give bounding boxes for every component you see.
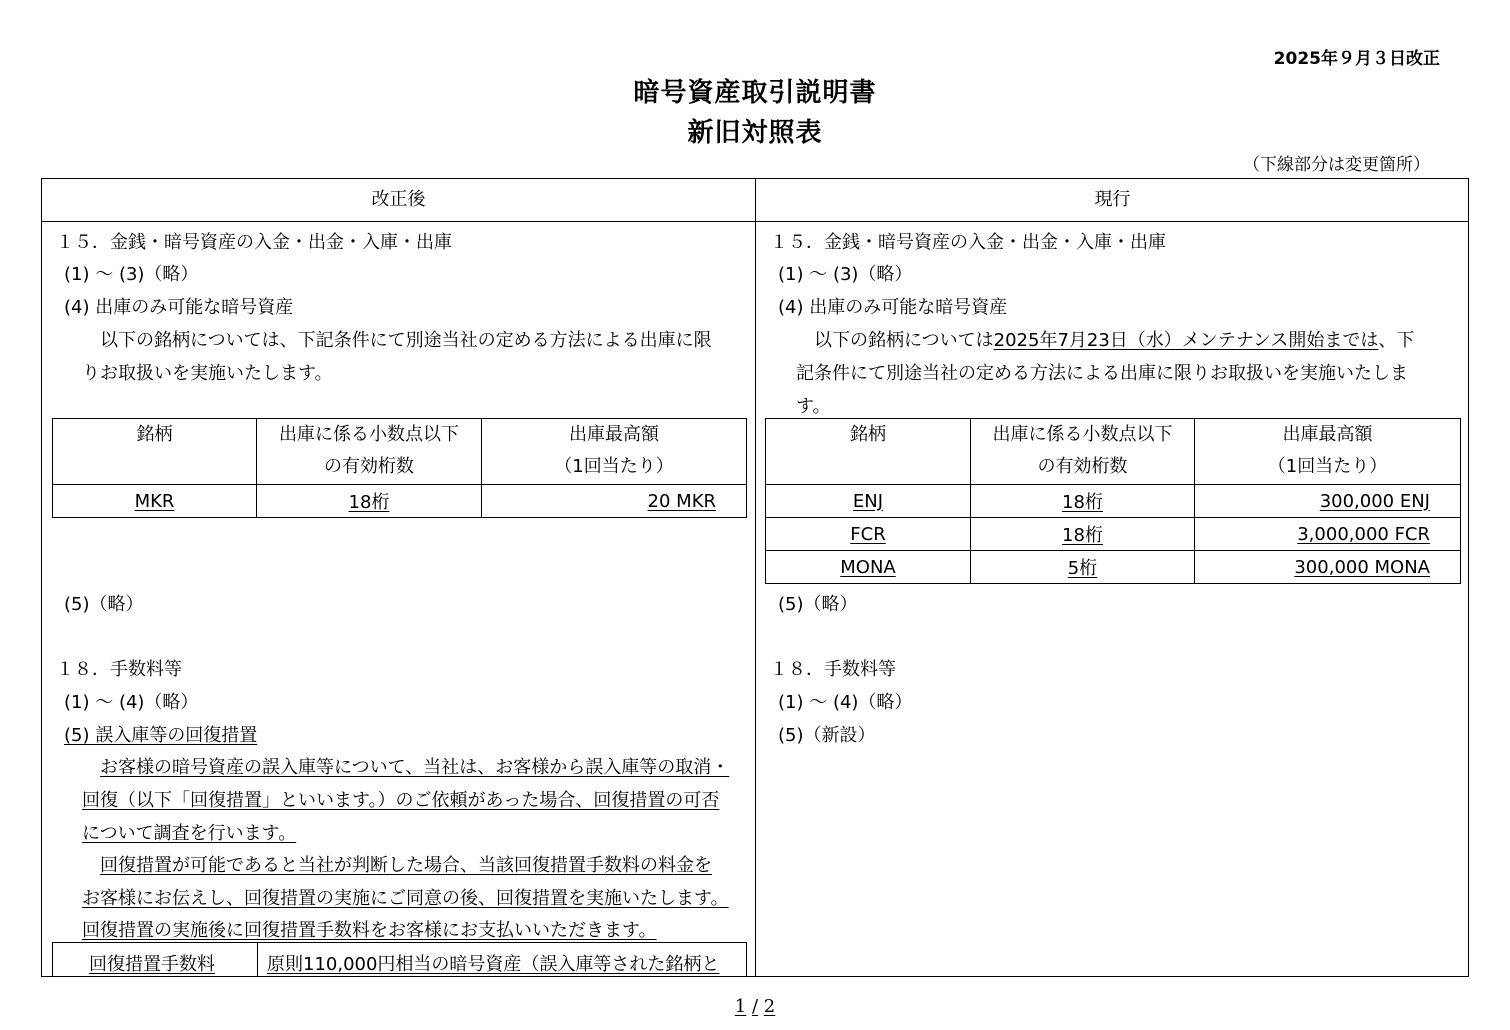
recovery-line: お客様にお伝えし、回復措置の実施にご同意の後、回復措置を実施いたします。 [82, 888, 729, 909]
header-max: 出庫最高額 （1回当たり） [1195, 419, 1461, 485]
revision-date: 2025年９月３日改正 [1273, 49, 1440, 69]
page-current: 1 [734, 996, 747, 1017]
recovery-line: 回復（以下「回復措置」といいます。）のご依頼があった場合、回復措置の可否 [82, 790, 720, 811]
page-total: 2 [763, 996, 776, 1017]
fee-table [52, 942, 747, 977]
current-column [756, 222, 1469, 977]
withdrawal-table [765, 418, 1461, 584]
cell-max: 300,000 ENJ [1195, 485, 1461, 518]
page-number [0, 996, 1510, 1017]
table-row [766, 485, 1461, 518]
underline-note: （下線部分は変更箇所） [1243, 155, 1430, 175]
item-5-recovery: (5) 誤入庫等の回復措置 [64, 725, 258, 746]
item-1-3: (1) ～ (3)（略） [64, 264, 199, 285]
fee-value: 原則110,000円相当の暗号資産（誤入庫等された銘柄と [267, 954, 720, 975]
cell-digits: 18桁 [971, 485, 1195, 518]
cell-symbol: FCR [766, 518, 971, 551]
header-digits: 出庫に係る小数点以下 の有効桁数 [971, 419, 1195, 485]
header-digits: 出庫に係る小数点以下 の有効桁数 [257, 419, 482, 485]
header-symbol: 銘柄 [766, 419, 971, 485]
cell-symbol: MKR [53, 485, 257, 518]
section-15-heading: １５．金銭・暗号資産の入金・出金・入庫・出庫 [770, 232, 1166, 253]
paragraph-line: 以下の銘柄については2025年7月23日（水）メンテナンス開始までは、下 [814, 330, 1415, 351]
recovery-line: 回復措置が可能であると当社が判断した場合、当該回復措置手数料の料金を [100, 855, 712, 876]
cell-max: 20 MKR [482, 485, 747, 518]
paragraph-line: 記条件にて別途当社の定める方法による出庫に限りお取扱いを実施いたしま [796, 363, 1408, 384]
paragraph-line: りお取扱いを実施いたします。 [82, 363, 333, 384]
column-heading-revised: 改正後 [371, 189, 426, 210]
cell-digits: 5桁 [971, 551, 1195, 584]
header-max: 出庫最高額 （1回当たり） [482, 419, 747, 485]
document-subtitle: 新旧対照表 [687, 118, 823, 148]
withdrawal-table [52, 418, 747, 518]
revised-column [42, 222, 755, 977]
comparison-table [41, 178, 1469, 977]
fee-divider [257, 943, 258, 977]
item-5: (5)（略） [778, 594, 858, 615]
item-1-3: (1) ～ (3)（略） [778, 264, 913, 285]
section-18-heading: １８．手数料等 [56, 659, 182, 680]
table-row [766, 551, 1461, 584]
section-18-heading: １８．手数料等 [770, 659, 896, 680]
recovery-line: について調査を行います。 [82, 823, 297, 844]
paragraph-line: す。 [796, 396, 831, 417]
cell-max: 3,000,000 FCR [1195, 518, 1461, 551]
paragraph-line: 以下の銘柄については、下記条件にて別途当社の定める方法による出庫に限 [100, 330, 712, 351]
header-symbol: 銘柄 [53, 419, 257, 485]
item-5: (5)（略） [64, 594, 144, 615]
column-heading-current: 現行 [1094, 189, 1131, 210]
item-5-new: (5)（新設） [778, 725, 876, 746]
page-separator: / [751, 996, 759, 1017]
recovery-line: 回復措置の実施後に回復措置手数料をお客様にお支払いいただきます。 [82, 920, 657, 941]
item-4: (4) 出庫のみ可能な暗号資産 [778, 297, 1008, 318]
cell-max: 300,000 MONA [1195, 551, 1461, 584]
item-1-4: (1) ～ (4)（略） [778, 692, 913, 713]
cell-digits: 18桁 [971, 518, 1195, 551]
cell-digits: 18桁 [257, 485, 482, 518]
fee-label: 回復措置手数料 [89, 954, 215, 975]
recovery-line: お客様の暗号資産の誤入庫等について、当社は、お客様から誤入庫等の取消・ [100, 757, 730, 778]
document-title: 暗号資産取引説明書 [633, 78, 877, 108]
table-row [53, 485, 747, 518]
section-15-heading: １５．金銭・暗号資産の入金・出金・入庫・出庫 [56, 232, 452, 253]
item-4: (4) 出庫のみ可能な暗号資産 [64, 297, 294, 318]
cell-symbol: ENJ [766, 485, 971, 518]
item-1-4: (1) ～ (4)（略） [64, 692, 199, 713]
table-row [766, 518, 1461, 551]
cell-symbol: MONA [766, 551, 971, 584]
